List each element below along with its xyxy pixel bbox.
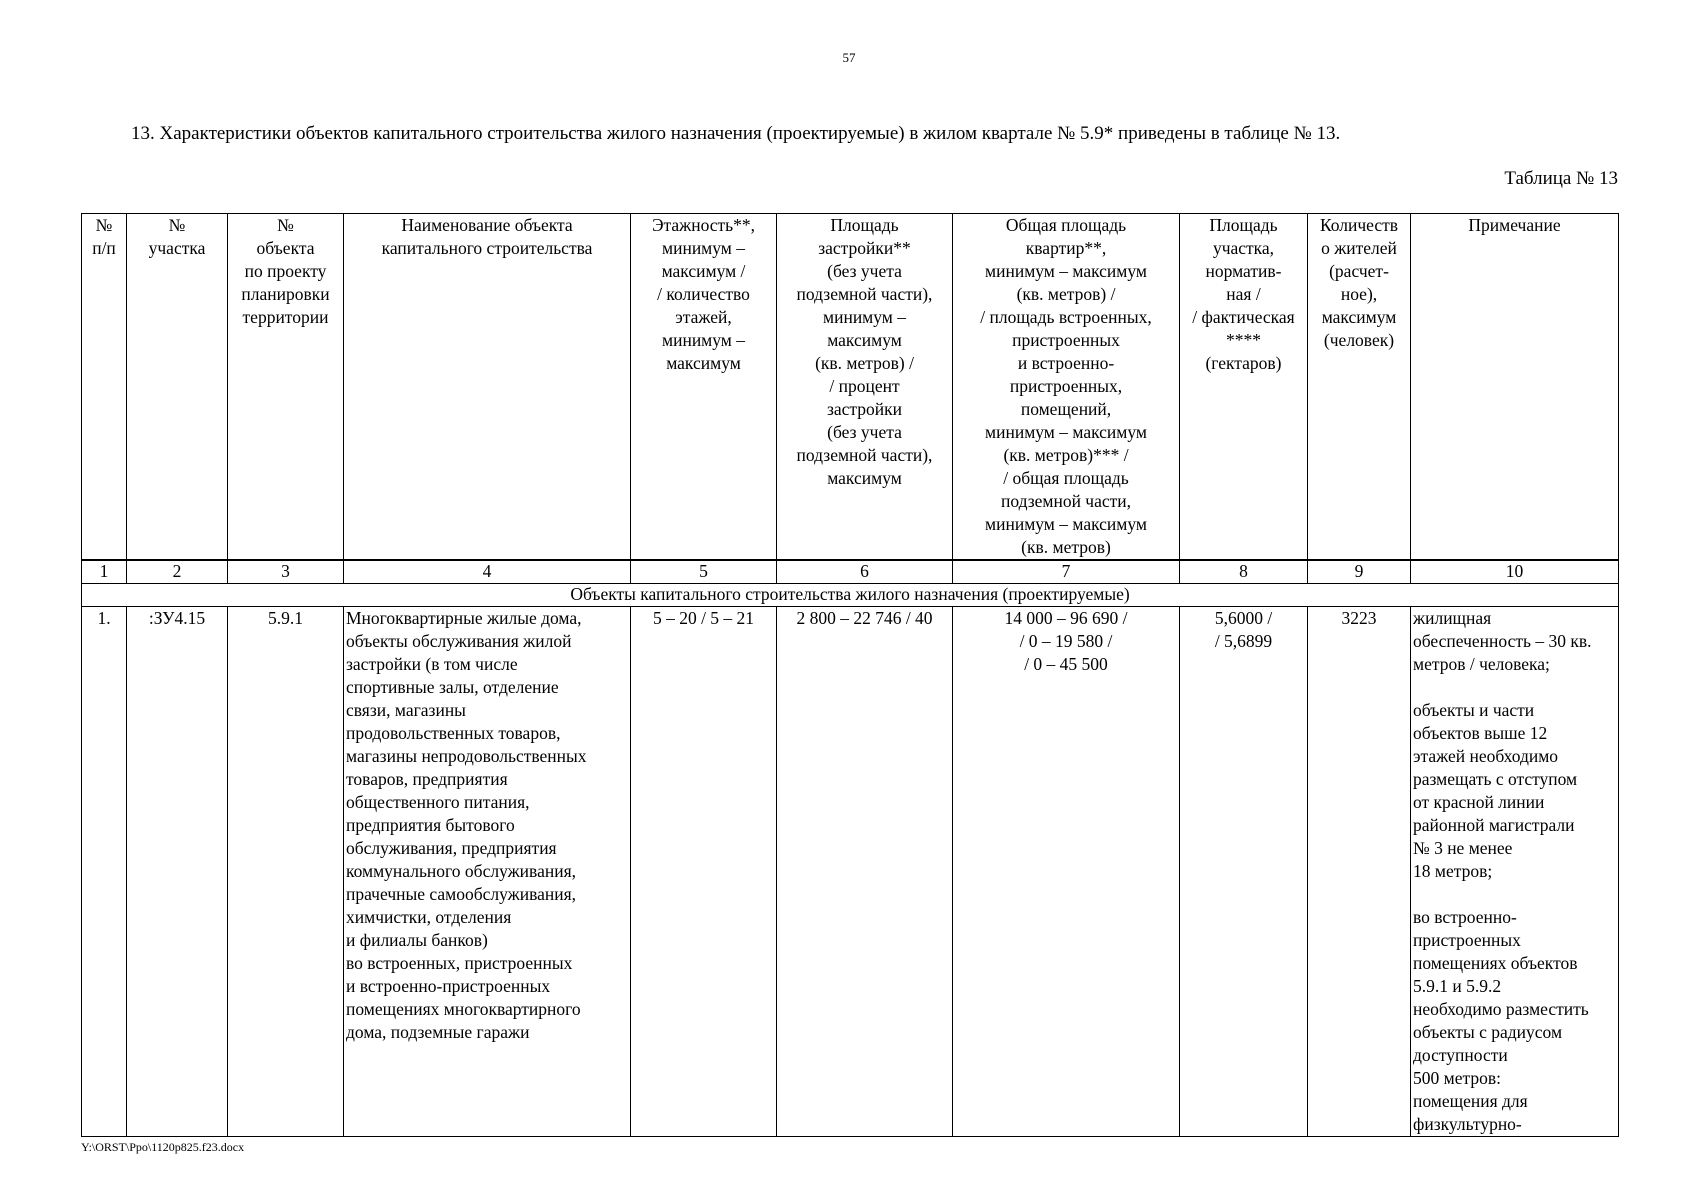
section-row <box>82 584 1619 607</box>
header-line: (без учета <box>827 422 902 442</box>
header-cell <box>82 214 127 561</box>
cell-line: объектов выше 12 <box>1413 723 1548 743</box>
header-line: максимум / <box>661 261 746 281</box>
cell-line: дома, подземные гаражи <box>346 1022 530 1042</box>
residents: 3223 <box>1308 607 1411 1137</box>
header-line: (кв. метров) / <box>815 353 914 373</box>
header-cell <box>1180 214 1308 561</box>
header-line: подземной части), <box>796 445 933 465</box>
header-cell <box>127 214 228 561</box>
column-number: 9 <box>1308 560 1411 584</box>
notes <box>1411 607 1619 1137</box>
header-line: Примечание <box>1468 215 1561 235</box>
table-header-row <box>82 214 1619 561</box>
cell-line: и филиалы банков) <box>346 930 488 950</box>
header-line: объекта <box>256 238 315 258</box>
cell-line: доступности <box>1413 1045 1508 1065</box>
header-line: минимум – максимум <box>985 514 1147 534</box>
header-line: (человек) <box>1323 330 1395 350</box>
cell-line: объекты обслуживания жилой <box>346 631 572 651</box>
cell-line: объекты и части <box>1413 700 1535 720</box>
cell-line: общественного питания, <box>346 792 530 812</box>
header-line: № <box>168 215 186 235</box>
header-line: капитального строительства <box>381 238 593 258</box>
header-line: / площадь встроенных, <box>980 307 1152 327</box>
floors: 5 – 20 / 5 – 21 <box>631 607 777 1137</box>
column-numbers-row <box>82 560 1619 584</box>
header-cell <box>777 214 953 561</box>
header-line: помещений, <box>1020 399 1112 419</box>
header-line: пристроенных, <box>1009 376 1123 396</box>
cell-line: помещениях многоквартирного <box>346 999 581 1019</box>
page-number: 57 <box>842 50 856 65</box>
header-line: № <box>277 215 294 235</box>
column-number: 4 <box>344 560 631 584</box>
header-line: минимум – <box>823 307 906 327</box>
column-number: 5 <box>631 560 777 584</box>
cell-line: помещениях объектов <box>1413 953 1578 973</box>
cell-line: во встроенно- <box>1413 907 1517 927</box>
header-line: (гектаров) <box>1205 353 1282 373</box>
cell-line: 5.9.1 и 5.9.2 <box>1413 976 1502 996</box>
cell-line: размещать с отступом <box>1413 769 1578 789</box>
column-number: 7 <box>953 560 1180 584</box>
header-line: по проекту <box>244 261 327 281</box>
cell-line: от красной линии <box>1413 792 1545 812</box>
header-line: квартир**, <box>1025 238 1107 258</box>
header-line: подземной части, <box>1000 491 1132 511</box>
header-line: Площадь <box>830 215 899 235</box>
header-line: минимум – максимум <box>985 422 1147 442</box>
cell-line: и встроенно-пристроенных <box>346 976 551 996</box>
header-line: п/п <box>92 238 116 258</box>
table-caption: Таблица № 13 <box>1504 168 1618 189</box>
column-number: 6 <box>777 560 953 584</box>
cell-line: связи, магазины <box>346 700 466 720</box>
header-line: участка <box>148 238 206 258</box>
section-title: Объекты капитального строительства жилого назначения (проектируемые) <box>82 584 1619 607</box>
cell-line: / 0 – 45 500 <box>1024 654 1108 674</box>
header-line: застройки** <box>818 238 911 258</box>
header-line: (кв. метров) <box>1021 537 1111 557</box>
intro-paragraph: 13. Характеристики объектов капитального строительства жилого назначения (проектируемые) в жилом квартале № 5.9* приведены в таблице № 13. <box>131 123 1341 144</box>
header-line: Общая площадь <box>1005 215 1127 235</box>
cell-line: пристроенных <box>1413 930 1521 950</box>
cell-line <box>1413 883 1616 906</box>
cell-line: во встроенных, пристроенных <box>346 953 573 973</box>
header-line: территории <box>242 307 329 327</box>
header-line: / фактическая <box>1192 307 1295 327</box>
header-line: (кв. метров)*** / <box>1003 445 1129 465</box>
header-cell <box>1411 214 1619 561</box>
cell-line: коммунального обслуживания, <box>346 861 576 881</box>
cell-line: районной магистрали <box>1413 815 1575 835</box>
header-line: Наименование объекта <box>401 215 573 235</box>
header-line: о жителей <box>1321 238 1397 258</box>
cell-line: прачечные самообслуживания, <box>346 884 577 904</box>
cell-line: продовольственных товаров, <box>346 723 561 743</box>
cell-line: / 5,6899 <box>1214 631 1273 651</box>
plot-area <box>1180 607 1308 1137</box>
column-number: 1 <box>82 560 127 584</box>
cell-line: необходимо разместить <box>1413 999 1589 1019</box>
building-area: 2 800 – 22 746 / 40 <box>777 607 953 1137</box>
header-cell <box>344 214 631 561</box>
cell-line: этажей необходимо <box>1413 746 1559 766</box>
header-line: максимум <box>827 468 902 488</box>
header-line: этажей, <box>675 307 732 327</box>
header-line: / процент <box>829 376 900 396</box>
header-line: застройки <box>826 399 903 419</box>
header-line: **** <box>1226 330 1261 350</box>
header-line: минимум – <box>662 330 745 350</box>
header-line: (без учета <box>827 261 902 281</box>
cell-line: помещения для <box>1413 1091 1528 1111</box>
object-number: 5.9.1 <box>228 607 344 1137</box>
cell-line: объекты с радиусом <box>1413 1022 1563 1042</box>
cell-line: застройки (в том числе <box>346 654 518 674</box>
header-line: участка, <box>1212 238 1275 258</box>
header-line: ная / <box>1226 284 1261 304</box>
cell-line: обеспеченность – 30 кв. <box>1413 631 1592 651</box>
object-name <box>344 607 631 1137</box>
cell-line: химчистки, отделения <box>346 907 512 927</box>
cell-line: предприятия бытового <box>346 815 515 835</box>
header-line: / количество <box>657 284 750 304</box>
flat-area <box>953 607 1180 1137</box>
row-number: 1. <box>82 607 127 1137</box>
header-line: пристроенных <box>1012 330 1120 350</box>
cell-line <box>1413 676 1616 699</box>
header-line: и встроенно- <box>1017 353 1115 373</box>
header-cell <box>1308 214 1411 561</box>
header-line: норматив- <box>1205 261 1282 281</box>
cell-line: обслуживания, предприятия <box>346 838 557 858</box>
header-line: Количеств <box>1319 215 1399 235</box>
header-line: максимум <box>1321 307 1397 327</box>
cell-line: Многоквартирные жилые дома, <box>346 608 582 628</box>
cell-line: № 3 не менее <box>1413 838 1513 858</box>
cell-line: метров / человека; <box>1413 654 1550 674</box>
cell-line: 500 метров: <box>1413 1068 1501 1088</box>
column-number: 8 <box>1180 560 1308 584</box>
characteristics-table <box>81 213 1619 1137</box>
header-line: Площадь <box>1209 215 1278 235</box>
cell-line: спортивные залы, отделение <box>346 677 559 697</box>
cell-line: 5,6000 / <box>1214 608 1273 628</box>
column-number: 3 <box>228 560 344 584</box>
column-number: 10 <box>1411 560 1619 584</box>
header-cell <box>228 214 344 561</box>
header-cell <box>631 214 777 561</box>
cell-line: товаров, предприятия <box>346 769 508 789</box>
header-line: минимум – <box>662 238 745 258</box>
header-line: (кв. метров) / <box>1016 284 1116 304</box>
header-line: планировки <box>241 284 330 304</box>
cell-line: 18 метров; <box>1413 861 1493 881</box>
header-line: (расчет- <box>1329 261 1389 281</box>
plot-number: :ЗУ4.15 <box>127 607 228 1137</box>
header-line: подземной части), <box>796 284 933 304</box>
cell-line: физкультурно- <box>1413 1114 1522 1134</box>
header-cell <box>953 214 1180 561</box>
header-line: Этажность**, <box>651 215 756 235</box>
table-row <box>82 607 1619 1137</box>
cell-line: 14 000 – 96 690 / <box>1004 608 1128 628</box>
header-line: минимум – максимум <box>985 261 1147 281</box>
column-number: 2 <box>127 560 228 584</box>
header-line: ное), <box>1340 284 1378 304</box>
header-line: № <box>95 215 113 235</box>
cell-line: / 0 – 19 580 / <box>1019 631 1113 651</box>
header-line: / общая площадь <box>1003 468 1129 488</box>
header-line: максимум <box>827 330 902 350</box>
header-line: максимум <box>666 353 741 373</box>
cell-line: жилищная <box>1413 608 1492 628</box>
cell-line: магазины непродовольственных <box>346 746 587 766</box>
file-path-footer: Y:\ORST\Ppo\1120p825.f23.docx <box>81 1140 245 1154</box>
